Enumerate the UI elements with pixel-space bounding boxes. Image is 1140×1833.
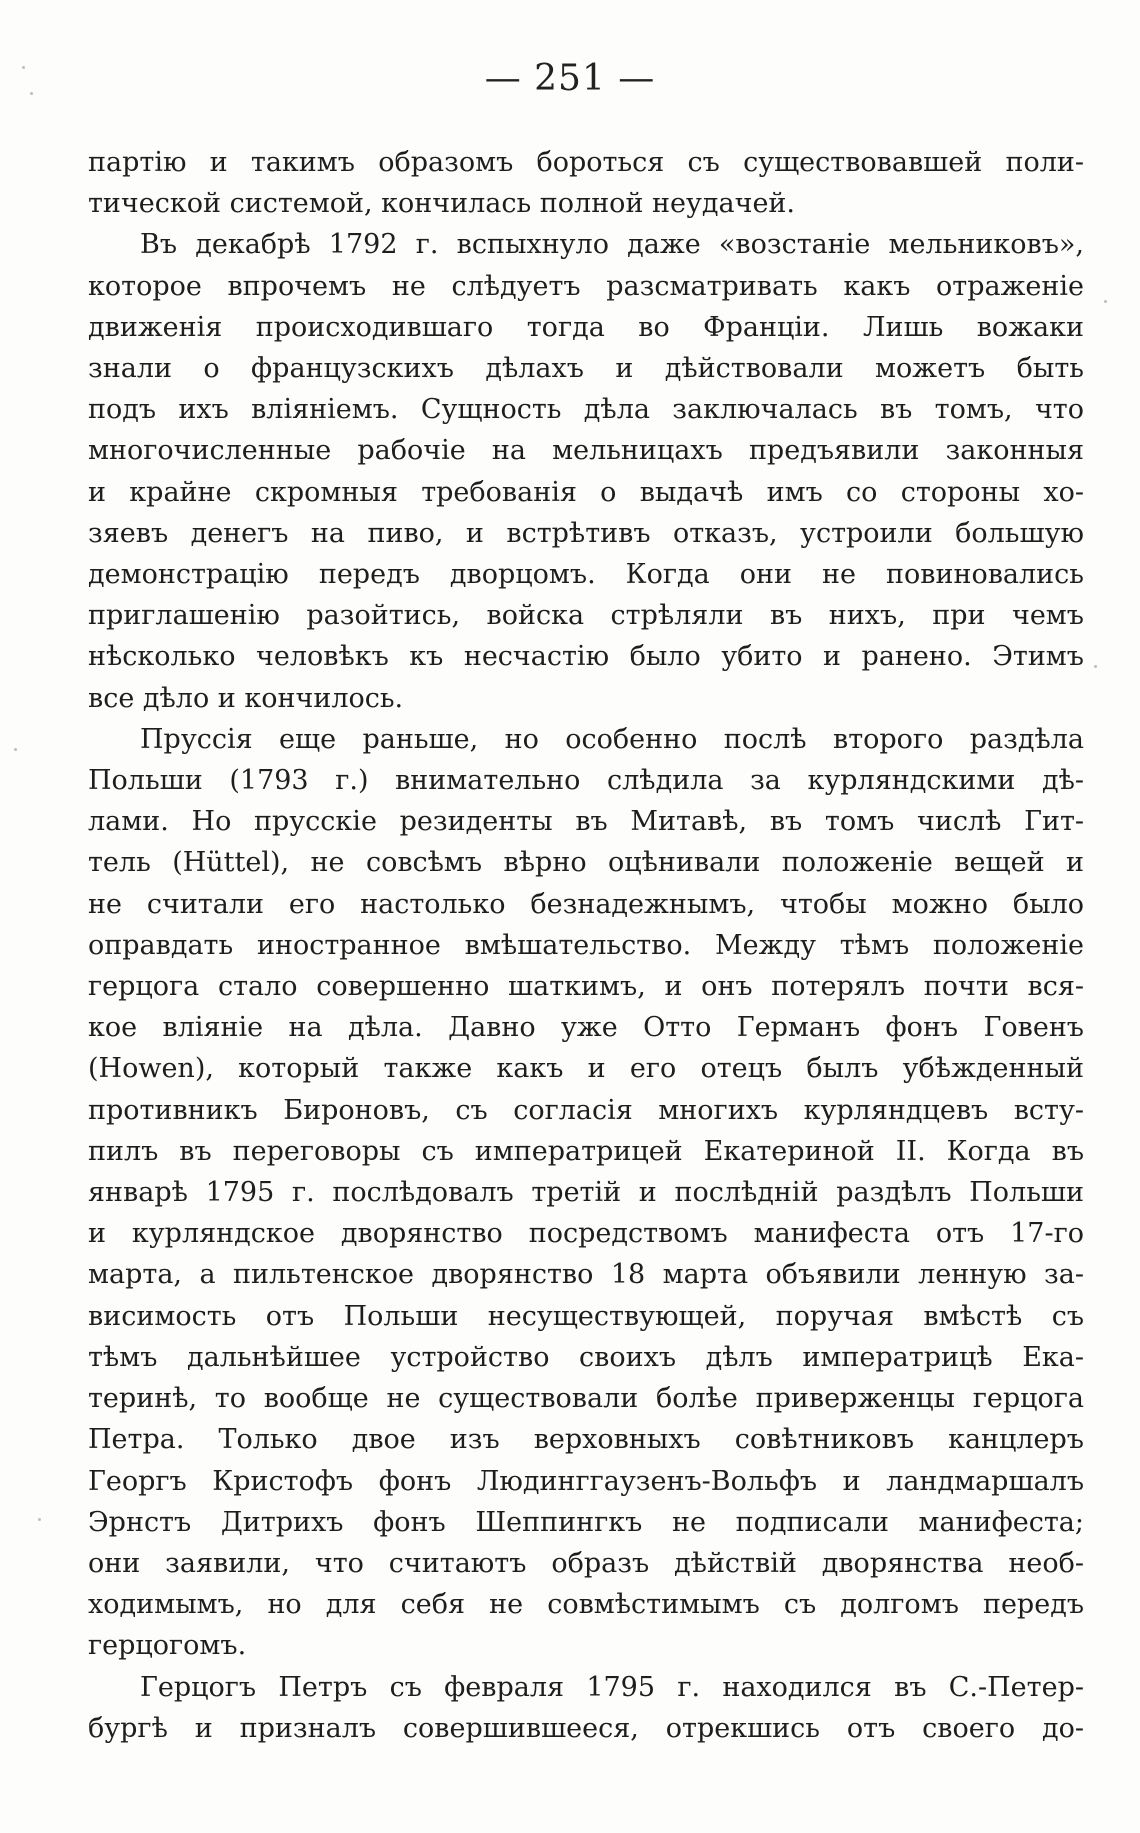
text-line: которое впрочемъ не слѣдуетъ разсматривать какъ отраженіе: [88, 270, 1084, 302]
text-line: лами. Но прусскіе резиденты въ Митавѣ, въ томъ числѣ Гит-: [88, 806, 1084, 838]
text-line: кое вліяніе на дѣла. Давно уже Отто Германъ фонъ Говенъ: [88, 1012, 1084, 1044]
paragraph-1: [88, 142, 1084, 224]
text-line: Петра. Только двое изъ верховныхъ совѣтниковъ канцлеръ: [88, 1424, 1084, 1456]
text-line: январѣ 1795 г. послѣдовалъ третій и послѣдній раздѣлъ Польши: [88, 1177, 1084, 1209]
text-line: тель (Hüttel), не совсѣмъ вѣрно оцѣнивали положеніе вещей и: [88, 847, 1084, 879]
text-line: тѣмъ дальнѣйшее устройство своихъ дѣлъ императрицѣ Ека-: [88, 1341, 1084, 1373]
text-line: теринѣ, то вообще не существовали болѣе приверженцы герцога: [88, 1383, 1084, 1415]
paragraph-3: [88, 719, 1084, 1667]
body-text: [88, 142, 1084, 1749]
text-line: партію и такимъ образомъ бороться съ существовавшей поли-: [88, 147, 1084, 178]
scan-speck: [1094, 665, 1097, 668]
text-line: не считали его настолько безнадежнымъ, чтобы можно было: [88, 888, 1084, 920]
scan-speck: [14, 748, 17, 751]
text-line: герцога стало совершенно шаткимъ, и онъ потерялъ почти вся-: [88, 971, 1084, 1003]
text-line: висимость отъ Польши несуществующей, поручая вмѣстѣ съ: [88, 1300, 1084, 1332]
text-line: Въ декабрѣ 1792 г. вспыхнуло даже «возстаніе мельниковъ»,: [140, 229, 1084, 261]
paragraph-4: [88, 1667, 1084, 1749]
text-line: противникъ Бироновъ, съ согласія многихъ курляндцевъ всту-: [88, 1094, 1084, 1126]
text-line: и крайне скромныя требованія о выдачѣ имъ со стороны хо-: [88, 476, 1084, 508]
text-line: они заявили, что считаютъ образъ дѣйствій дворянства необ-: [88, 1547, 1084, 1579]
text-line: герцогомъ.: [88, 1630, 247, 1662]
text-line: Пруссія еще раньше, но особенно послѣ второго раздѣла: [140, 723, 1084, 755]
text-line: подъ ихъ вліяніемъ. Сущность дѣла заключалась въ томъ, что: [88, 394, 1084, 426]
page-number: — 251 —: [484, 58, 656, 99]
text-line: ходимымъ, но для себя не совмѣстимымъ съ долгомъ передъ: [88, 1589, 1084, 1621]
scan-speck: [1104, 300, 1107, 303]
scan-speck: [38, 1518, 41, 1521]
text-line: Георгъ Кристофъ фонъ Людинггаузенъ-Вольфъ и ландмаршалъ: [88, 1465, 1084, 1497]
scan-speck: [30, 92, 33, 95]
text-line: (Howen), который также какъ и его отецъ былъ убѣжденный: [88, 1053, 1084, 1085]
text-line: Эрнстъ Дитрихъ фонъ Шеппингкъ не подписали манифеста;: [88, 1506, 1084, 1538]
text-line: Герцогъ Петръ съ февраля 1795 г. находился въ С.-Петер-: [140, 1671, 1084, 1703]
text-line: приглашенію разойтись, войска стрѣляли въ нихъ, при чемъ: [88, 600, 1084, 632]
text-line: знали о французскихъ дѣлахъ и дѣйствовали можетъ быть: [88, 353, 1084, 385]
paragraph-2: [88, 224, 1084, 718]
text-line: марта, а пильтенское дворянство 18 марта объявили ленную за-: [88, 1259, 1084, 1291]
text-line: демонстрацію передъ дворцомъ. Когда они не повиновались: [88, 559, 1084, 591]
text-line: движенія происходившаго тогда во Франціи. Лишь вожаки: [88, 311, 1084, 343]
text-line: и курляндское дворянство посредствомъ манифеста отъ 17-го: [88, 1218, 1084, 1250]
text-line: бургѣ и призналъ совершившееся, отрекшись отъ своего до-: [88, 1712, 1084, 1744]
text-line: зяевъ денегъ на пиво, и встрѣтивъ отказъ, устроили большую: [88, 517, 1084, 549]
text-line: пилъ въ переговоры съ императрицей Екатериной II. Когда въ: [88, 1135, 1084, 1167]
text-line: тической системой, кончилась полной неудачей.: [88, 188, 796, 220]
text-line: все дѣло и кончилось.: [88, 682, 404, 714]
text-line: многочисленные рабочіе на мельницахъ предъявили законныя: [88, 435, 1084, 467]
text-line: нѣсколько человѣкъ къ несчастію было убито и ранено. Этимъ: [88, 641, 1084, 673]
scan-speck: [22, 66, 25, 69]
text-line: оправдать иностранное вмѣшательство. Между тѣмъ положеніе: [88, 929, 1084, 961]
text-line: Польши (1793 г.) внимательно слѣдила за курляндскими дѣ-: [88, 765, 1084, 797]
